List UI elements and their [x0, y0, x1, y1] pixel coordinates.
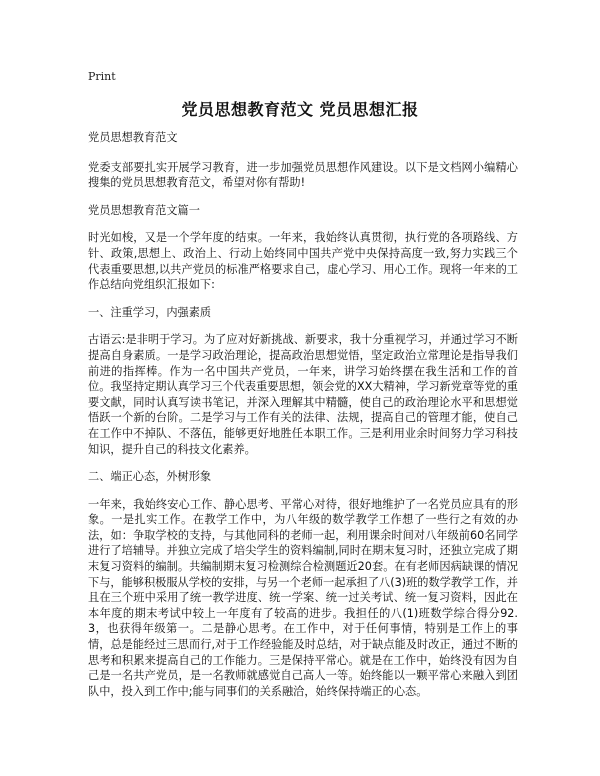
document-body	[88, 130, 518, 711]
section-title: 党员思想教育范文篇一	[88, 203, 200, 217]
heading-1: 一、注重学习，内强素质	[88, 305, 212, 319]
paragraph-3: 一年来，我始终安心工作、静心思考、平常心对待，很好地维护了一名党员应具有的形象。一是扎实工作。在教学工作中，为八年级的数学教学工作想了一些行之有效的办法，如：争取学校的支持，与其他同科的老师一起，利用课余时间对八年级前60名同学进行了培辅导。并独立完成了培尖学生的资料编制,同时在期末复习时，还独立完成了期末复习资料的编制。共编制期末复习检测综合检测题近20套。在有老师因病缺课的情况下与，能够积极服从学校的安排，与另一个老师一起承担了八(3)班的数学教学工作，并且在三个班中采用了统一教学进度、统一学案、统一过关考试、统一复习资料，因此在本年度的期末考试中较上一年度有了较高的进步。我担任的八(1)班数学综合得分92.3，也获得年级第一。二是静心思考。在工作中，对于任何事情，特别是工作上的事情，总是能经过三思而行,对于工作经验能及时总结，对于缺点能及时改正，通过不断的思考和积累来提高自己的工作能力。三是保持平常心。就是在工作中，始终没有因为自己是一名共产党员，是一名教师就感觉自己高人一等。始终能以一颗平常心来融入到团队中，投入到工作中;能与同事们的关系融洽，始终保持端正的心态。	[88, 497, 518, 698]
paragraph-2: 古语云:是非明于学习。为了应对好新挑战、新要求，我十分重视学习，并通过学习不断提高自身素质。一是学习政治理论，提高政治思想觉悟，坚定政治立常理论是指导我们前进的指挥棒。作为一名中国共产党员，一年来，讲学习始终摆在我生活和工作的首位。我坚持定期认真学习三个代表重要思想，领会党的XX大精神，学习新党章等党的重要文献，同时认真写读书笔记，并深入理解其中精髓，使自己的政治理论水平和思想觉悟跃一个新的台阶。二是学习与工作有关的法律、法规，提高自己的管理才能，使自己在工作中不掉队、不落伍，能够更好地胜任本职工作。三是利用业余时间努力学习科技知识，提升自己的科技文化素养。	[88, 333, 518, 456]
document-subtitle: 党员思想教育范文	[88, 131, 178, 144]
page-title: 党员思想教育范文 党员思想汇报	[181, 100, 419, 119]
paragraph-1: 时光如梭，又是一个学年度的结束。一年来，我始终认真贯彻，执行党的各项路线、方针、政策,思想上、政治上、行动上始终同中国共产党中央保持高度一致,努力实践三个代表重要思想,以共产党员的标准严格要求自己，虚心学习、用心工作。现将一年来的工作总结向党组织汇报如下:	[88, 231, 518, 292]
heading-2: 二、端正心态，外树形象	[88, 470, 212, 484]
intro-paragraph: 党委支部要扎实开展学习教育，进一步加强党员思想作风建设。以下是文档网小编精心搜集的党员思想教育范文，希望对你有帮助!	[88, 160, 518, 190]
print-label: Print	[88, 70, 116, 83]
